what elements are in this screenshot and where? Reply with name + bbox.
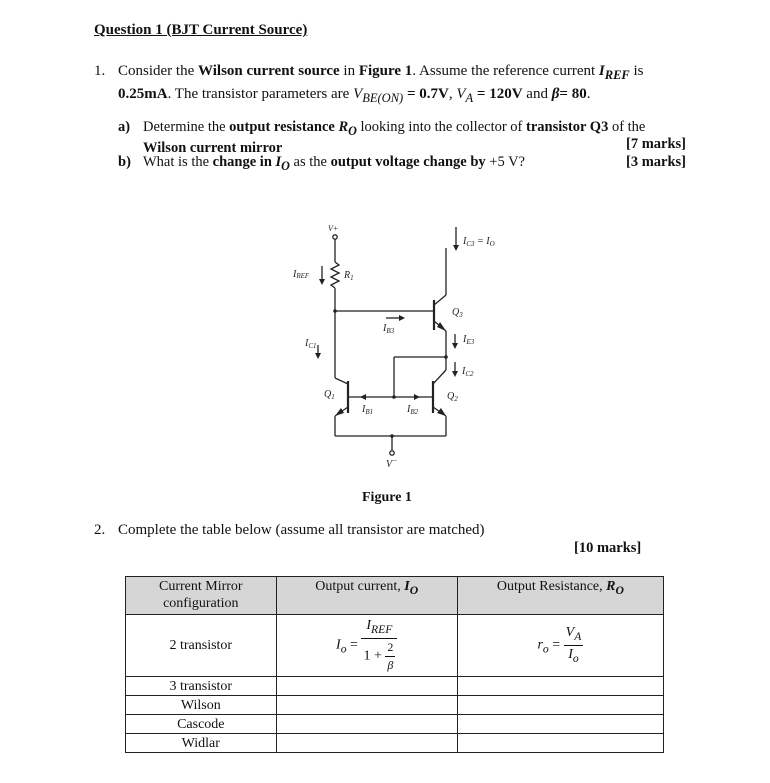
r1-label: $R_1$ bbox=[344, 270, 354, 282]
wilson-current-mirror-circuit bbox=[270, 215, 540, 480]
q1-emitter-arrow bbox=[335, 408, 344, 416]
vminus-label: V− bbox=[386, 456, 398, 470]
vplus-label: V+ bbox=[328, 224, 339, 233]
iref-label: IREF bbox=[293, 269, 310, 280]
part-b-marks: [3 marks] bbox=[625, 154, 686, 170]
table-row bbox=[126, 696, 664, 715]
ib3-label: $I_{B3}$ bbox=[383, 323, 395, 335]
part-a-text: Determine the output resistance $R_O$ looking into the collector of transistor Q3 of the Wilson current mirror bbox=[143, 119, 646, 156]
table-row bbox=[126, 677, 664, 696]
ib1-label: $I_{B1}$ bbox=[362, 404, 374, 416]
table-row bbox=[126, 615, 664, 677]
vplus-terminal bbox=[333, 235, 337, 239]
part-b-label: b) bbox=[118, 154, 131, 170]
empty-cell[interactable] bbox=[457, 696, 663, 715]
header-output-current: Output current, $I_O$ bbox=[276, 577, 457, 615]
q2-emitter-arrow bbox=[437, 408, 446, 416]
ic1-label: $I_{C1}$ bbox=[305, 338, 317, 350]
empty-cell[interactable] bbox=[457, 715, 663, 734]
row-config-widlar: Widlar bbox=[126, 734, 277, 753]
formula-output-resistance: $r_o$ = $\frac{V_A}{I_o}$ bbox=[457, 615, 663, 677]
table-row bbox=[126, 734, 664, 753]
row-config-cascode: Cascode bbox=[126, 715, 277, 734]
part-a-label: a) bbox=[118, 119, 131, 135]
header-output-resistance: Output Resistance, $R_O$ bbox=[457, 577, 663, 615]
q3-label: $Q_3$ bbox=[452, 307, 463, 319]
empty-cell[interactable] bbox=[276, 677, 457, 696]
vminus-terminal bbox=[390, 451, 394, 455]
empty-cell[interactable] bbox=[457, 677, 663, 696]
empty-cell[interactable] bbox=[276, 715, 457, 734]
empty-cell[interactable] bbox=[457, 734, 663, 753]
q2-label: $Q_2$ bbox=[447, 391, 458, 403]
question-1-number: 1. bbox=[94, 63, 106, 79]
question-2-number: 2. bbox=[94, 522, 106, 538]
figure-1-caption: Figure 1 bbox=[362, 490, 412, 505]
question-2-text: Complete the table below (assume all transistor are matched) bbox=[118, 522, 485, 538]
question-2-marks: [10 marks] bbox=[574, 540, 642, 556]
current-mirror-table bbox=[125, 576, 664, 753]
part-a-marks: [7 marks] bbox=[625, 136, 686, 152]
q1-label: $Q_1$ bbox=[324, 389, 335, 401]
ie3-label: $I_{E3}$ bbox=[463, 334, 475, 346]
q3-emitter-arrow bbox=[437, 322, 446, 331]
table-header-row bbox=[126, 577, 664, 615]
ic2-label: $I_{C2}$ bbox=[462, 366, 474, 378]
question-1-heading: Question 1 (BJT Current Source) bbox=[94, 22, 308, 38]
ic3-io-label: $I_{C3} = I_O$ bbox=[463, 236, 495, 248]
empty-cell[interactable] bbox=[276, 696, 457, 715]
question-1-text: Consider the Wilson current source in Figure 1. Assume the reference current $I_{REF}$ is 0.25mA. The transistor parameters are $V_{BE(ON)} = 0.7V$, $V_A = 120V$ and β= 80. bbox=[118, 63, 644, 105]
row-config-2-transistor: 2 transistor bbox=[126, 615, 277, 677]
part-b-text: What is the change in $I_O$ as the output voltage change by +5 V? bbox=[143, 154, 525, 173]
ib2-label: $I_{B2}$ bbox=[407, 404, 419, 416]
formula-output-current: $I_o$ = $I_{REF}$ 1 + $\frac{2}{\beta}$ bbox=[276, 615, 457, 677]
row-config-wilson: Wilson bbox=[126, 696, 277, 715]
header-configuration: Current Mirror configuration bbox=[126, 577, 277, 615]
table-row bbox=[126, 715, 664, 734]
empty-cell[interactable] bbox=[276, 734, 457, 753]
resistor-r1 bbox=[331, 262, 339, 288]
row-config-3-transistor: 3 transistor bbox=[126, 677, 277, 696]
